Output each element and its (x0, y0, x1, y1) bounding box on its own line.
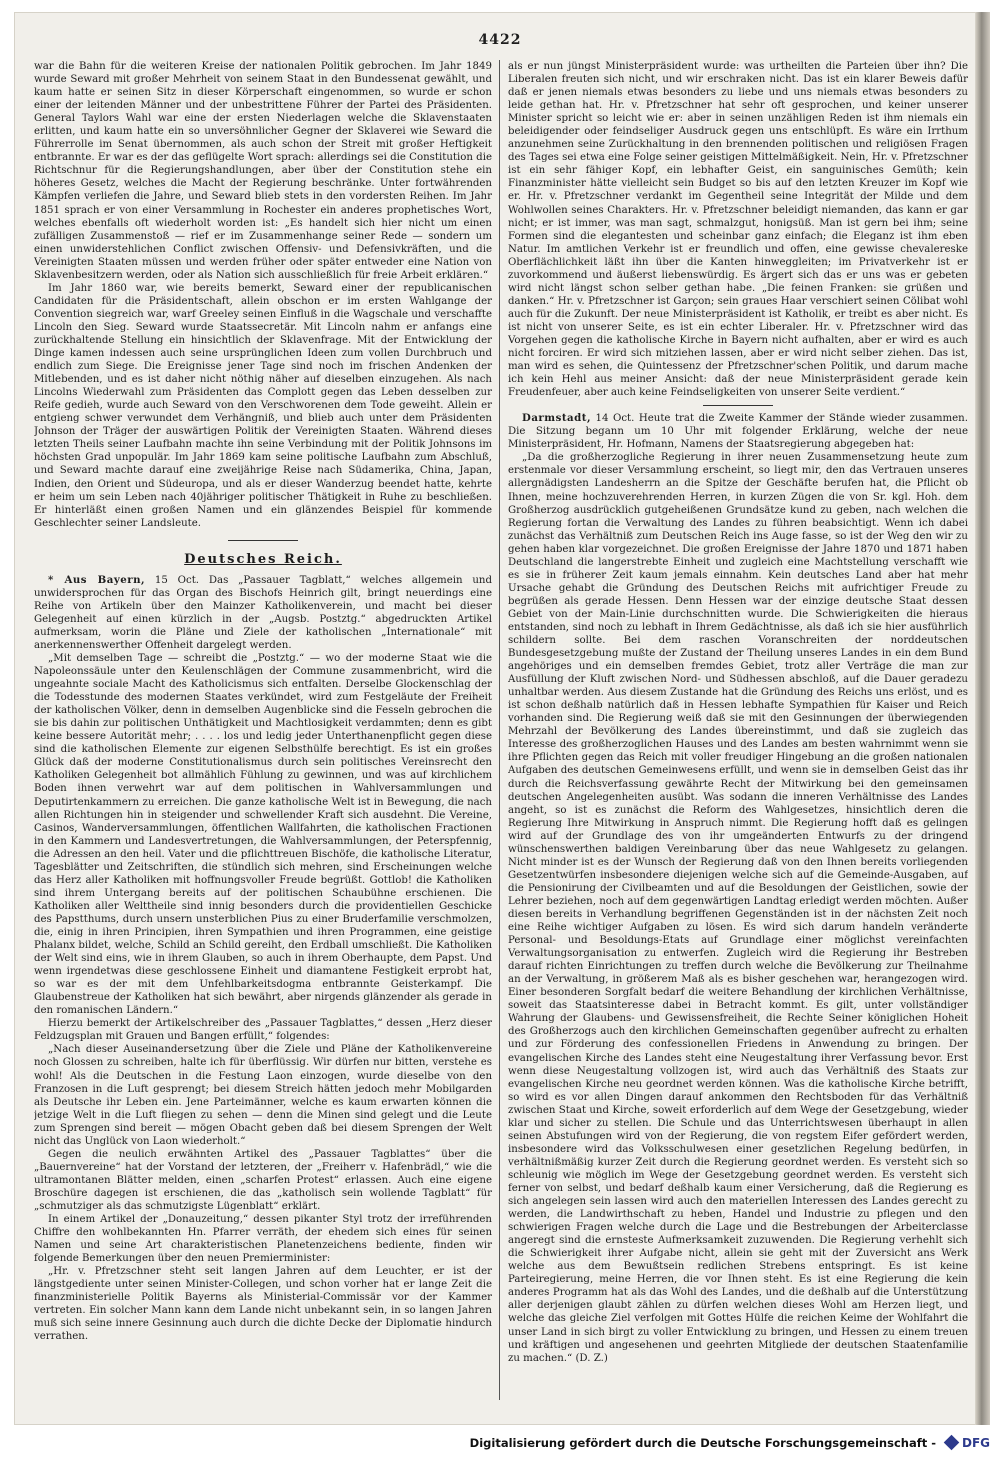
darmstadt-paragraph-1: 14 Oct. Heute trat die Zweite Kammer der Stände wieder zusammen. Die Sitzung begann um 10 Uhr mit folgender Erklärung, welche der neue Ministerpräsident, Hr. Hofmann, Namens der Staatsregierung abgegeben hat: (508, 413, 968, 451)
right-column (508, 60, 968, 1400)
seward-paragraph-1: war die Bahn für die weiteren Kreise der nationalen Politik gebrochen. Im Jahr 1849 wurde Seward mit großer Mehrheit von seinem Staat in den Bundessenat gewählt, und kaum hatte er seinen Sitz in dieser Körperschaft eingenommen, so wurde er schon einer der leitenden Männer und der unbestrittene Führer der Partei des Präsidenten. General Taylors Wahl war eine der ersten Niederlagen welche die Sklavenstaaten erlitten, und kaum hatte ein so unversöhnlicher Gegner der Sklaverei wie Seward die Führerrolle im Senat übernommen, als auch schon der Streit mit großer Heftigkeit entbrannte. Er war es der das geflügelte Wort sprach: allerdings sei die Constitution die Richtschnur für die Regierungshandlungen, aber über der Constitution stehe ein höheres Gesetz, welches die Macht der Regierung beschränke. Unter fortwährenden Kämpfen verliefen die Jahre, und Seward blieb stets in den vordersten Reihen. Im Jahr 1851 sprach er von einer Versammlung in Rochester ein anderes prophetisches Wort, welches ebenfalls oft wiederholt worden ist: „Es handelt sich hier nicht um einen zufälligen Zusammenstoß — rief er im Zusammenhange seiner Rede — sondern um einen unwiderstehlichen Conflict zwischen Offensiv- und Defensivkräften, und die Vereinigten Staaten müssen und werden früher oder später entweder eine Nation von Sklavenbesitzern werden, oder als Nation sich ausschließlich für freie Arbeit erklären.“ (34, 61, 492, 281)
page-number: 4422 (478, 32, 522, 48)
darmstadt-dateline: Darmstadt, (522, 412, 592, 425)
dfg-logo-text: DFG (961, 1435, 990, 1450)
pfretzschner-paragraph: als er nun jüngst Ministerpräsident wurde: was urtheilten die Parteien über ihn? Die Liberalen freuten sich nicht, und wir erschraken nicht. Das ist ein klarer Beweis dafür daß er jenen niemals etwas besonders zu liebe und uns niemals etwas besonders zu leide gethan hat. Hr. v. Pfretzschner hat sehr oft gesprochen, und keiner unserer Minister spricht so leicht wie er: aber in seinen unzähligen Reden ist ihm niemals ein beleidigender oder feindseliger Ausdruck gegen uns entschlüpft. Es wäre ein Irrthum anzunehmen seine Zurückhaltung in den brennenden politischen und religiösen Fragen des Tages sei etwa eine Folge seiner geistigen Mittelmäßigkeit. Nein, Hr. v. Pfretzschner ist ein sehr fähiger Kopf, ein lebhafter Geist, ein sanguinisches Gemüth; kein Finanzminister hätte vielleicht sein Budget so bis auf den letzten Kreuzer im Kopf wie er. Hr. v. Pfretzschner verdankt im Gegentheil seine Integrität der Milde und dem Wohlwollen seines Charakters. Hr. v. Pfretzschner beleidigt niemanden, das kann er gar nicht; er ist immer, was man sagt, schmalzgut, honigsüß. Man ist gern bei ihm; seine Formen sind die elegantesten und scheinbar ganz einfach; die Eleganz ist ihm eben Natur. Im amtlichen Verkehr ist er freundlich und offen, eine gewisse chevalereske Oberflächlichkeit läßt ihn über die Kanten hinweggleiten; im Privatverkehr ist er zuvorkommend und äußerst liebenswürdig. Es ärgert sich das er uns was er gebeten wird nicht längst schon selber gethan habe. „Die feinen Franken: sie grüßen und danken.“ Hr. v. Pfretzschner ist Garçon; sein graues Haar verschiert seinen Cölibat wohl auch für die Zukunft. Der neue Ministerpräsident ist Katholik, er treibt es aber nicht. Es ist nicht von unserer Seite, es ist ein echter Liberaler. Hr. v. Pfretzschner wird das Vorgehen gegen die katholische Kirche in Bayern nicht aufhalten, aber er wird es auch nicht forciren. Er wird sich mitziehen lassen, aber er wird nicht selber ziehen. Das ist, man wird es sehen, die Quintessenz der Pfretzschner'schen Politik, und darum mache ich kein Hehl aus meiner Ansicht: daß der neue Ministerpräsident gerade kein Freudenfeuer, aber auch keine Feindseligkeiten von unserer Seite verdient.“ (508, 61, 968, 399)
bayern-paragraph-5: Gegen die neulich erwähnten Artikel des „Passauer Tagblattes“ über die „Bauernvereine“ hat der Vorstand der letzteren, der „Freiherr v. Hafenbrädl,“ wie die ultramontanen Blätter melden, einen „scharfen Protest“ erlassen. Auch eine eigene Broschüre dagegen ist erschienen, die das „katholisch sein wollende Tagblatt“ für „schmutziger als das schmutzigste Lügenblatt“ erklärt. (34, 1148, 492, 1212)
bayern-paragraph-2: „Mit demselben Tage — schreibt die „Postztg.“ — wo der moderne Staat wie die Napoleonssäule unter den Keulenschlägen der Commune zusammenbricht, wird die ungeahnte sociale Macht des Katholicismus sich entfalten. Derselbe Glockenschlag der die Todesstunde des modernen Staates verkündet, wird zum Festgeläute der Freiheit der katholischen Völker, denn in demselben Augenblicke sind die Fesseln gebrochen die sie bis dahin zur politischen Unthätigkeit und Machtlosigkeit verdammten; denn es gibt keine bessere Autorität mehr; . . . . los und ledig jeder Unterthanenpflicht gegen diese sind die katholischen Elemente zur eigenen Selbsthülfe berechtigt. Es ist ein großes Glück daß der moderne Constitutionalismus durch sein politisches Vereinsrecht den Katholiken Gelegenheit bot allmählich Fühlung zu gewinnen, und was auf kirchlichem Boden ihnen verwehrt war auf dem politischen in Wahlversammlungen und Deputirtenkammern zu erreichen. Die ganze katholische Welt ist in Bewegung, die nach allen Richtungen hin in steigender und schwellender Kraft sich ausdehnt. Die Vereine, Casinos, Wanderversammlungen, öffentlichen Wallfahrten, die katholischen Fractionen in den Kammern und Landesvertretungen, die Wahlversammlungen, der Peterspfennig, die Adressen an den heil. Vater und die pflichttreuen Bischöfe, die katholische Literatur, Tagesblätter und Zeitschriften, die stündlich sich mehren, sind Erscheinungen welche das Herz aller Katholiken mit hoffnungsvoller Freude begrüßt. Gottlob! die Katholiken sind ihrem Untergang bereits auf der politischen Schaubühne erschienen. Die Katholiken aller Welttheile sind innig besonders durch die providentiellen Geschicke des Papstthums, durch unsern unsterblichen Pius zu einer Bruderfamilie verschmolzen, die, einig in ihren Principien, ihren Sympathien und ihren Programmen, eine geistige Phalanx bildet, welche, Schild an Schild gereiht, den Erdball umschließt. Die Katholiken der Welt sind eins, wie in ihrem Glauben, so auch in ihrem Oberhaupte, dem Papst. Und wenn irgendetwas diese geschlossene Einheit und diamantene Festigkeit erprobt hat, so war es der mit dem Unfehlbarkeitsdogma entbrannte Geisterkampf. Die Glaubenstreue der Katholiken hat sich bewährt, aber nirgends glänzender als gerade in den romanischen Ländern.“ (34, 653, 492, 1017)
bayern-paragraph-6: In einem Artikel der „Donauzeitung,“ dessen pikanter Styl trotz der irreführenden Chiffre den wohlbekannten Hn. Pfarrer verräth, der ehedem sich eines für seinen Namen und seine Art charakteristischen Planetenzeichens bediente, finden wir folgende Bemerkungen über den neuen Premierminister: (34, 1214, 492, 1265)
article-divider (703, 405, 773, 406)
footer (0, 1432, 1000, 1454)
dfg-logo (944, 1434, 990, 1451)
left-column (34, 60, 492, 1400)
dfg-diamond-icon (944, 1435, 960, 1451)
bayern-paragraph-1: 15 Oct. Das „Passauer Tagblatt,“ welches allgemein und unwidersprochen für das Organ des Bischofs Heinrich gilt, bringt neuerdings eine Reihe von Artikeln über den Mainzer Katholikenverein, und macht bei dieser Gelegenheit auf einen kürzlich in der „Augsb. Postztg.“ abgedruckten Artikel aufmerksam, worin die Pläne und Ziele der katholischen „Internationale“ mit anerkennenswerther Offenheit dargelegt werden. (34, 574, 492, 651)
bayern-paragraph-3: Hierzu bemerkt der Artikelschreiber des „Passauer Tagblattes,“ dessen „Herz dieser Feldzugsplan mit Grauen und Bangen erfüllt,“ folgendes: (34, 1018, 492, 1043)
section-title: Deutsches Reich. (184, 551, 342, 567)
column-rule (499, 60, 500, 1400)
bayern-paragraph-7: „Hr. v. Pfretzschner steht seit langen Jahren auf dem Leuchter, er ist der längstgediente unter seinen Minister-Collegen, und schon vorher hat er lange Zeit die finanzministerielle Politik Bayerns als Ministerial-Commissär vor der Kammer vertreten. Ein solcher Mann kann dem Lande nicht unbekannt sein, in so langen Jahren muß sich seine innere Gesinnung auch durch die dichte Decke der Diplomatie hindurch verrathen. (34, 1266, 492, 1343)
section-divider (228, 540, 298, 541)
bayern-paragraph-4: „Nach dieser Auseinandersetzung über die Ziele und Pläne der Katholikenvereine noch Glossen zu schreiben, halte ich für überflüssig. Wir dürfen nur bitten, verstehe es wohl! Als die Deutschen in die Festung Laon einzogen, wurde dieselbe von den Franzosen in die Luft gesprengt; bei diesem Streich hätten jedoch mehr Mobilgarden als Deutsche ihr Leben ein. Jene Parteimänner, welche es kaum erwarten können die jetzige Welt in die Luft fliegen zu sehen — denn die Minen sind gelegt und die Leute zum Sprengen sind bereit — mögen Obacht geben daß bei diesem Sprengen der Welt nicht das Unglück von Laon wiederholt.“ (34, 1044, 492, 1147)
bayern-dateline: * Aus Bayern, (48, 573, 146, 586)
digitization-credit: Digitalisierung gefördert durch die Deutsche Forschungsgemeinschaft - (469, 1436, 936, 1450)
page-edge (976, 12, 990, 1425)
darmstadt-paragraph-2: „Da die großherzogliche Regierung in ihrer neuen Zusammensetzung heute zum erstenmale vor dieser Versammlung erscheint, so liegt mir, den das Vertrauen unseres allergnädigsten Landesherrn an die Spitze der Geschäfte berufen hat, die Pflicht ob Ihnen, meine hochzuverehrenden Herren, in kurzen Zügen die von Sr. kgl. Hoh. dem Großherzog ausdrücklich gutgeheißenen Grundsätze kund zu geben, nach welchen die Regierung fortan die Verwaltung des Landes zu führen beabsichtigt. Wenn ich dabei zunächst das Verhältniß zum Deutschen Reich ins Auge fasse, so ist der Weg den wir zu gehen haben klar vorgezeichnet. Die großen Ereignisse der Jahre 1870 und 1871 haben Deutschland die langerstrebte Einheit und zugleich eine Machtstellung verschafft wie es sie in früherer Zeit kaum jemals einnahm. Kein deutsches Land aber hat mehr Ursache gehabt die Gründung des Deutschen Reichs mit aufrichtiger Freude zu begrüßen als gerade Hessen. Denn Hessen war der einzige deutsche Staat dessen Gebiet von der Main-Linie durchschnitten wurde. Die Schwierigkeiten die hieraus entstanden, sind noch zu lebhaft in Ihrem Gedächtnisse, als daß ich sie hier ausführlich schildern sollte. Bei dem raschen Voranschreiten der norddeutschen Bundesgesetzgebung mußte der Zustand der Theilung unseres Landes in ein dem Bund angehöriges und ein demselben fremdes Gebiet, trotz aller Verträge die man zur Ausfüllung der Kluft zwischen Nord- und Südhessen abschloß, auf die Dauer geradezu unhaltbar werden. Aus diesem Zustande hat die Gründung des Reichs uns erlöst, und es ist schon deßhalb natürlich daß in Hessen lebhafte Sympathien für Kaiser und Reich vorhanden sind. Die Regierung weiß daß sie mit den Gesinnungen der überwiegenden Mehrzahl der Bevölkerung des Landes übereinstimmt, und daß sie zugleich das Interesse des großherzoglichen Hauses und des Landes am besten wahrnimmt wenn sie ihre Pflichten gegen das Reich mit voller freudiger Hingebung an die großen nationalen Aufgaben des deutschen Gemeinwesens erfüllt, und wenn sie in demselben Geist das ihr durch die Reichsverfassung gewährte Recht der Mitwirkung bei den gemeinsamen deutschen Angelegenheiten ausübt. Was sodann die inneren Verhältnisse des Landes angeht, so ist es zunächst die Reform des Wahlgesetzes, hinsichtlich deren die Regierung Ihre Mitwirkung in Anspruch nimmt. Die Regierung hofft daß es gelingen wird auf der Grundlage des von ihr umgeänderten Entwurfs zu der dringend wünschenswerthen baldigen Vereinbarung über das neue Wahlgesetz zu gelangen. Nicht minder ist es der Wunsch der Regierung daß von den Ihnen bereits vorliegenden Gesetzentwürfen insbesondere diejenigen welche sich auf die Gemeinde-Ausgaben, auf die Pensionirung der Civilbeamten und auf die Besoldungen der Geistlichen, sowie der Lehrer beziehen, noch auf dem gegenwärtigen Landtag erledigt werden möchten. Außer diesen bereits in Verhandlung begriffenen Gegenständen ist in der nächsten Zeit noch eine Reihe wichtiger Aufgaben zu lösen. Es wird sich darum handeln veränderte Personal- und Besoldungs-Etats auf Grundlage einer möglichst vereinfachten Verwaltungsorganisation zu entwerfen. Zugleich wird die Regierung ihr Bestreben darauf richten Einrichtungen zu treffen durch welche die Bevölkerung zur Theilnahme an der Verwaltung, in größerem Maß als es bisher geschehen war, herangezogen wird. Einer besonderen Sorgfalt bedarf die weitere Behandlung der kirchlichen Verhältnisse, soweit das Staatsinteresse dabei in Betracht kommt. Es gilt, unter vollständiger Wahrung der Glaubens- und Gewissensfreiheit, die Rechte Seiner königlichen Hoheit des Großherzogs auch den kirchlichen Gemeinschaften gegenüber aufrecht zu erhalten und zur Förderung des confessionellen Friedens in Anwendung zu bringen. Der evangelischen Kirche des Landes steht eine Neugestaltung ihrer Verfassung bevor. Erst wenn diese Neugestaltung vollzogen ist, wird auch das Verhältniß des Staats zur evangelischen Kirche neu geordnet werden können. Was die katholische Kirche betrifft, so wird es vor allen Dingen darauf ankommen den Rechtsboden für das Verhältniß zwischen Staat und Kirche, soweit erforderlich auf dem Wege der Gesetzgebung, wieder klar und sicher zu stellen. Die Schule und das Unterrichtswesen überhaupt in allen seinen Abstufungen wird von der Regierung, die von regstem Eifer gefördert werden, insbesondere wird das Volksschulwesen einer gesetzlichen Regelung bedürfen, in verhältnißmäßig kurzer Zeit durch die Regierung geordnet werden. Es versteht sich so schleunig wie möglich im Wege der Gesetzgebung geordnet werden. Es versteht sich ferner von selbst, und bedarf deßhalb kaum einer Versicherung, daß die Regierung es sich angelegen sein lassen wird auch den materiellen Interessen des Landes gerecht zu werden, die Landwirthschaft zu heben, Handel und Industrie zu pflegen und den schwierigen Fragen welche durch die Lage und die Bestrebungen der Arbeiterclasse angeregt sind die ernsteste Aufmerksamkeit zuzuwenden. Die Regierung verhehlt sich die Schwierigkeit ihrer Aufgabe nicht, allein sie geht mit der Zuversicht ans Werk welche aus dem Bewußtsein redlichen Strebens entspringt. Es ist keine Parteiregierung, meine Herren, die vor Ihnen steht. Es ist eine Regierung die kein anderes Programm hat als das Wohl des Landes, und die deßhalb auf die Unterstützung aller derjenigen glaubt zählen zu dürfen welchen dieses Wohl am Herzen liegt, und welche das gleiche Ziel verfolgen mit Gottes Hülfe die reichen Keime der Wohlfahrt die unser Land in sich birgt zu voller Entwicklung zu bringen, und Hessen zu einem treuen und kräftigen und angesehenen und geehrten Mitgliede der deutschen Staatenfamilie zu machen.“ (D. Z.) (508, 452, 968, 1364)
seward-paragraph-2: Im Jahr 1860 war, wie bereits bemerkt, Seward einer der republicanischen Candidaten für die Präsidentschaft, allein obschon er im ersten Wahlgange der Convention siegreich war, warf Greeley seinen Einfluß in die Wagschale und verschaffte Lincoln den Sieg. Seward wurde Staatssecretär. Mit Lincoln nahm er anfangs eine zurückhaltende Stellung ein hinsichtlich der Sklavenfrage. Mit der Entwicklung der Dinge kamen indessen auch seine ursprünglichen Ideen zum vollen Durchbruch und endlich zum Siege. Die Ereignisse jener Tage sind noch im frischen Andenken der Mitlebenden, und es ist daher nicht nöthig näher auf dieselben einzugehen. Als nach Lincolns Wiederwahl zum Präsidenten das Complott gegen das Leben desselben zur Reife gedieh, wurde auch Seward von den Verschworenen dem Tode geweiht. Allein er entgieng schwer verwundet dem Verhängniß, und blieb auch unter dem Präsidenten Johnson der Träger der auswärtigen Politik der Vereinigten Staaten. Während dieses letzten Theils seiner Laufbahn machte ihn seine Verbindung mit der Politik Johnsons im höchsten Grad unpopulär. Im Jahr 1869 kam seine politische Laufbahn zum Abschluß, und Seward machte darauf eine zweijährige Reise nach Südamerika, China, Japan, Indien, den Orient und Südeuropa, und als er dieser Wanderzug beendet hatte, kehrte er heim um sein Leben nach 40jähriger politischer Thätigkeit in Ruhe zu beschließen. Er hinterläßt einen großen Namen und ein glänzendes Beispiel für kommende Geschlechter seiner Landsleute. (34, 282, 492, 529)
